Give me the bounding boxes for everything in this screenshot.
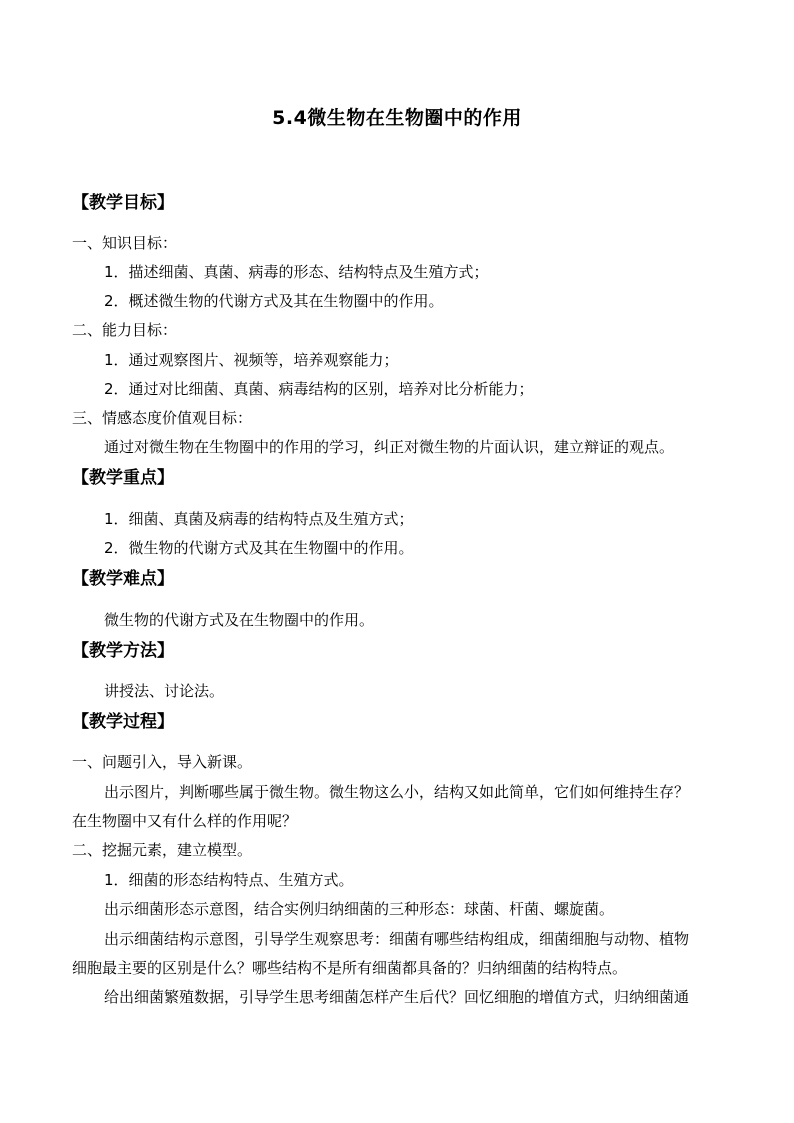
methods-heading: 【教学方法】 [72,641,174,661]
process-step-1-text-1: 出示图片，判断哪些属于微生物。微生物这么小，结构又如此简单，它们如何维持生存？ [104,783,690,801]
difficulties-heading: 【教学难点】 [72,569,174,589]
emotion-objective-label: 三、情感态度价值观目标： [72,409,253,427]
method-1: 讲授法、讨论法。 [104,682,225,700]
emotion-objective-1: 通过对微生物在生物圈中的作用的学习，纠正对微生物的片面认识，建立辩证的观点。 [104,438,675,456]
knowledge-objective-1: 1．描述细菌、真菌、病毒的形态、结构特点及生殖方式； [104,263,489,281]
process-step-2-text-4: 给出细菌繁殖数据，引导学生思考细菌怎样产生后代？回忆细胞的增值方式，归纳细菌通 [104,988,690,1006]
page-title: 5.4微生物在生物圈中的作用 [272,107,522,129]
objectives-heading: 【教学目标】 [72,193,174,213]
process-step-1: 一、问题引入，导入新课。 [72,753,253,771]
knowledge-objective-2: 2．概述微生物的代谢方式及其在生物圈中的作用。 [104,292,444,310]
ability-objective-label: 二、能力目标： [72,321,178,339]
process-step-2-text-3: 细胞最主要的区别是什么？哪些结构不是所有细菌都具备的？归纳细菌的结构特点。 [72,959,628,977]
ability-objective-1: 1．通过观察图片、视频等，培养观察能力； [104,351,399,369]
key-points-heading: 【教学重点】 [72,468,174,488]
key-point-2: 2．微生物的代谢方式及其在生物圈中的作用。 [104,539,414,557]
process-step-2-sub-1: 1．细菌的形态结构特点、生殖方式。 [104,871,354,889]
ability-objective-2: 2．通过对比细菌、真菌、病毒结构的区别，培养对比分析能力； [104,380,534,398]
process-heading: 【教学过程】 [72,712,174,732]
process-step-2-text-2: 出示细菌结构示意图，引导学生观察思考：细菌有哪些结构组成，细菌细胞与动物、植物 [104,930,690,948]
difficulty-1: 微生物的代谢方式及在生物圈中的作用。 [104,611,375,629]
key-point-1: 1．细菌、真菌及病毒的结构特点及生殖方式； [104,510,414,528]
process-step-1-text-2: 在生物圈中又有什么样的作用呢？ [72,812,298,830]
process-step-2-text-1: 出示细菌形态示意图，结合实例归纳细菌的三种形态：球菌、杆菌、螺旋菌。 [104,900,615,918]
knowledge-objective-label: 一、知识目标： [72,234,178,252]
process-step-2: 二、挖掘元素，建立模型。 [72,841,253,859]
